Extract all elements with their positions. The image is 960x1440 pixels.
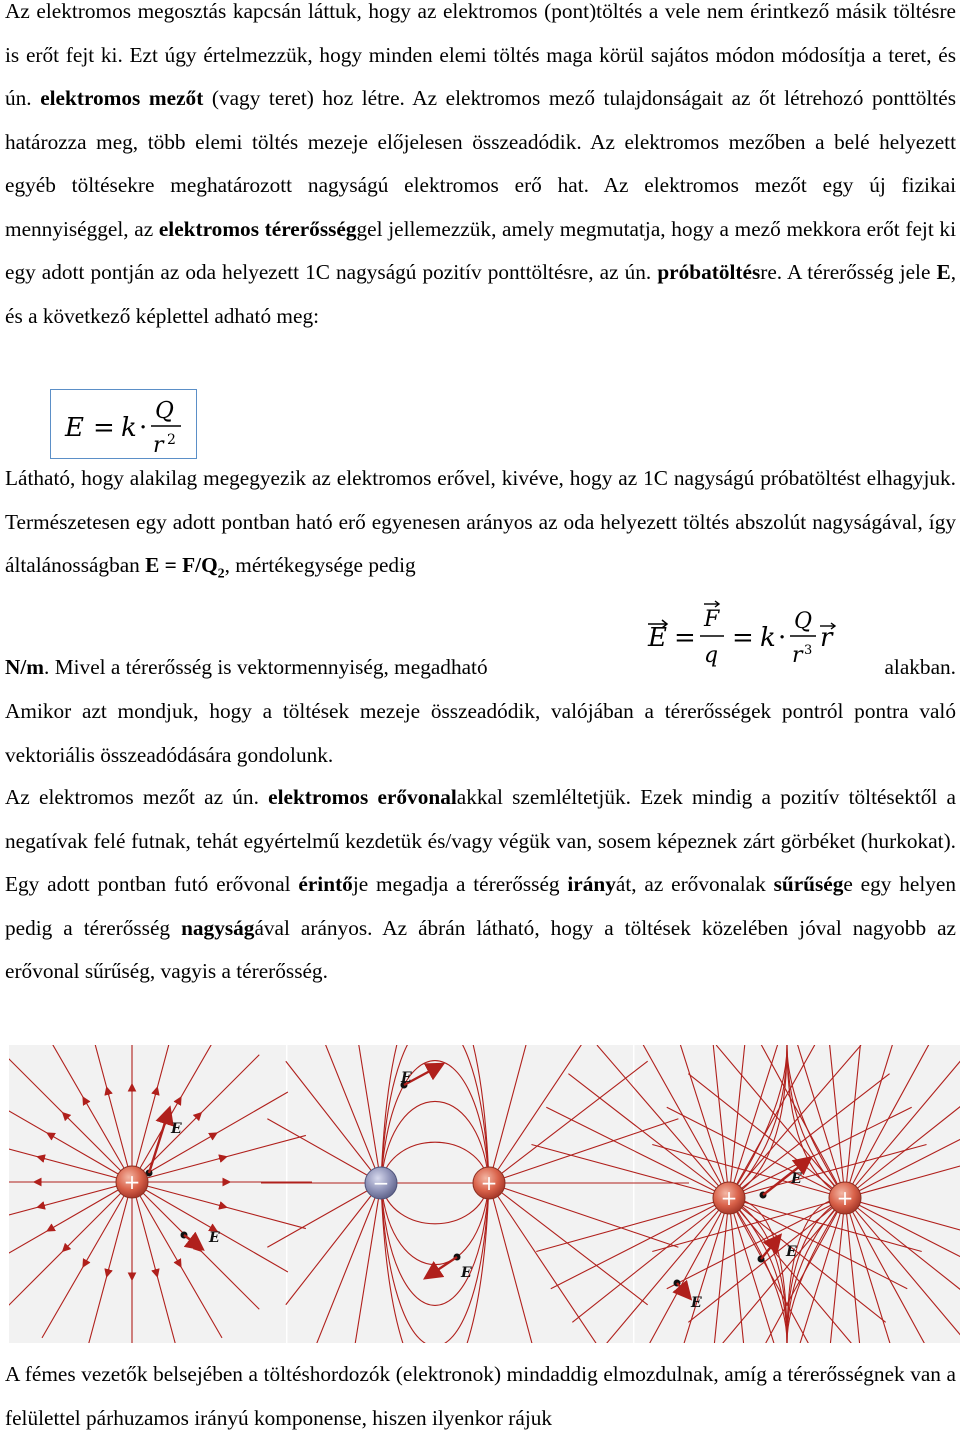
field-line: [845, 1198, 865, 1343]
formula-k: k: [121, 413, 137, 443]
e-vector-arrow: [761, 1237, 779, 1259]
formula-inline-e-f-q: $E = F/Q_2$: [145, 553, 225, 582]
field-line-arrow: [84, 1260, 88, 1266]
field-line: [489, 1183, 541, 1343]
field-line: [633, 1198, 729, 1343]
field-line: [670, 1198, 729, 1343]
field-line: [787, 1198, 845, 1343]
paragraph-field-strength-explanation: [5, 457, 956, 596]
term-erinto: érintő: [298, 872, 353, 896]
formula-q-numerator: Q: [155, 398, 174, 424]
field-line: [381, 1061, 489, 1183]
field-line: [489, 1119, 678, 1183]
field-line-arrow: [219, 1157, 226, 1159]
field-line: [132, 1182, 306, 1229]
field-line: [749, 1198, 845, 1343]
field-line-arrow: [155, 1088, 157, 1095]
field-line: [9, 1092, 132, 1182]
field-lines-illustration: [9, 1045, 960, 1343]
field-line: [536, 1198, 729, 1251]
field-line: [845, 1045, 960, 1198]
field-line: [787, 1198, 845, 1343]
field-line-arrow: [219, 1205, 226, 1207]
field-line: [489, 1045, 600, 1183]
field-line: [132, 1182, 179, 1343]
field-line: [267, 1119, 381, 1183]
formula-equals-1: =: [674, 623, 696, 653]
formula-e-vector: E: [648, 623, 667, 653]
field-line: [729, 1198, 749, 1343]
field-line: [845, 1198, 904, 1343]
formula-exponent-3: 3: [804, 643, 813, 658]
field-line-arrow: [177, 1260, 181, 1266]
field-line: [9, 1182, 132, 1309]
e-vector-label: E: [786, 1244, 797, 1260]
field-line: [286, 1183, 381, 1305]
field-line: [381, 1142, 489, 1183]
field-line-arrow: [63, 1246, 68, 1251]
unit-n-per-m: N/m: [5, 655, 45, 679]
symbol-e: E: [936, 260, 951, 284]
paragraph-conductors: [5, 1353, 956, 1440]
paragraph-field-lines: [5, 776, 956, 994]
field-line: [381, 1045, 489, 1183]
formula-field-strength: [50, 389, 197, 459]
field-line: [85, 1182, 132, 1343]
field-line: [787, 1198, 845, 1343]
e-vector-arrow: [184, 1235, 201, 1248]
field-line-arrow: [210, 1134, 216, 1138]
field-line-arrow: [196, 1113, 201, 1118]
field-line: [9, 1182, 132, 1229]
field-line-arrow: [107, 1269, 109, 1276]
term-elektromos-erovonal: elektromos erővonal: [268, 785, 457, 809]
field-line: [600, 1198, 729, 1343]
paragraph-superposition: [5, 690, 956, 777]
field-line: [381, 1183, 489, 1224]
field-line: [489, 1183, 600, 1343]
term-elektromos-mezo: elektromos mezőt: [40, 86, 204, 110]
term-nagysag: nagyság: [181, 915, 255, 940]
field-line: [489, 1061, 648, 1183]
field-line-arrow: [38, 1157, 45, 1159]
term-suruseg: sűrűség: [773, 872, 844, 896]
formula-q-upper: Q: [794, 609, 813, 634]
plus-sign: +: [836, 1186, 854, 1210]
term-irany: irány: [567, 872, 616, 896]
formula-e-symbol: E: [65, 413, 84, 443]
field-line: [551, 1198, 729, 1289]
field-line-arrow: [63, 1113, 68, 1118]
field-line: [729, 1198, 787, 1343]
term-elektromos-tererosseg: elektromos térerősség: [158, 216, 357, 241]
e-vector-label: E: [691, 1295, 702, 1311]
field-line: [729, 1198, 787, 1343]
word-alakban: alakban.: [884, 655, 956, 679]
term-probatoltes: próbatöltés: [657, 260, 761, 284]
field-line: [709, 1045, 729, 1198]
field-line: [729, 1045, 749, 1198]
field-line: [9, 1182, 132, 1272]
field-line: [9, 1135, 132, 1182]
formula-dot: ·: [139, 413, 148, 443]
e-vector-arrow: [427, 1257, 457, 1277]
field-line: [350, 1183, 381, 1343]
formula-exponent: 2: [167, 432, 176, 448]
field-line: [489, 1183, 648, 1305]
paragraph-text: Amikor azt mondjuk, hogy a töltések mezeje összeadódik, valójában a térerősségek pontról pontra való vektoriális összeadódására gondolunk.: [5, 699, 956, 767]
e-vector-label: E: [209, 1230, 220, 1246]
paragraph-text: Látható, hogy alakilag megegyezik az elektromos erővel, kivéve, hogy az 1C nagyságú próbatöltést elhagyjuk. Természetesen egy adott pontban ható erő egyenesen arányos az oda helyezett töltés abszolút nagyságával, így általánosságban $E = F/Q_2$, mértékegysége pedig: [5, 466, 956, 582]
field-lines-figure: [9, 1045, 960, 1343]
field-line: [132, 1182, 222, 1338]
panel-divider: [633, 1045, 635, 1343]
field-line-arrow: [48, 1134, 54, 1138]
field-line: [314, 1183, 381, 1343]
field-line: [286, 1061, 381, 1183]
field-line: [729, 1198, 787, 1343]
formula-k: k: [760, 623, 776, 653]
field-line: [709, 1198, 729, 1343]
plus-sign: +: [720, 1186, 738, 1210]
e-vector-label: E: [791, 1171, 802, 1187]
line-unit-and-vector-form: N/m. Mivel a térerősség is vektormennyiség, megadható alakban.: [5, 655, 956, 679]
e-vector-arrow: [149, 1110, 169, 1173]
field-line: [845, 1198, 960, 1343]
e-vector-label: E: [461, 1265, 472, 1281]
field-line: [381, 1045, 489, 1183]
field-line: [729, 1198, 825, 1343]
formula-f-vector: F: [704, 607, 720, 632]
formula-dot: ·: [778, 623, 787, 653]
e-vector-label: E: [401, 1070, 412, 1086]
field-line: [652, 1198, 845, 1251]
field-line: [381, 1183, 489, 1343]
paragraph-text: Az elektromos mezőt az ún. elektromos erővonalakkal szemléltetjük. Ezek mindig a pozitív töltésektől a negatívak felé futnak, tehát egyértelmű kezdetük és/vagy végük van, sosem képeznek zárt görbéket (hurkokat). Egy adott pontban futó erővonal érintője megadja a térerősség irányát, az erővonalak sűrűsége egy helyen pedig a térerősség nagyságával arányos. Az ábrán látható, hogy a töltések közelében jóval nagyobb az erővonal sűrűség, vagyis a térerősség.: [5, 785, 957, 983]
field-line: [652, 1145, 845, 1198]
formula-r-denominator: r: [153, 433, 164, 458]
field-line: [597, 1045, 729, 1198]
e-vector-label: E: [171, 1121, 182, 1137]
field-line: [572, 1198, 729, 1322]
field-line: [729, 1198, 787, 1343]
plus-sign: +: [480, 1171, 498, 1195]
field-line: [42, 1182, 132, 1338]
paragraph-electric-field-intro: [5, 0, 956, 338]
field-line: [787, 1198, 845, 1343]
field-line: [267, 1183, 381, 1247]
field-line: [825, 1198, 845, 1343]
field-line-arrow: [38, 1205, 45, 1207]
panel-divider: [286, 1045, 288, 1343]
field-line: [845, 1045, 865, 1198]
minus-sign: −: [372, 1171, 390, 1195]
field-line: [568, 1074, 729, 1198]
field-line-arrow: [84, 1098, 88, 1104]
paragraph-text: Az elektromos megosztás kapcsán láttuk, hogy az elektromos (pont)töltés a vele nem érintkező másik töltésre is erőt fejt ki. Ezt úgy értelmezzük, hogy minden elemi töltés maga körül sajátos módon módosítja a teret, és ún. elektromos mezőt (vagy teret) hoz létre. Az elektromos mező tulajdonságait az őt létrehozó ponttöltés határozza meg, több elemi töltés mezeje előjelesen összeadódik. Az elektromos mezőben a belé helyezett egyéb töltésekre meghatározott nagyságú elektromos erő hat. Az elektromos mezőt egy új fizikai mennyiséggel, az elektromos térerősséggel jellemezzük, amely megmutatja, hogy a mező mekkora erőt fejt ki egy adott pontján az oda helyezett 1C nagyságú pozitív ponttöltésre, az ún. próbatöltésre. A térerősség jele E, és a következő képlettel adható meg:: [5, 0, 957, 328]
field-line: [381, 1183, 489, 1343]
formula-equals-2: =: [732, 623, 754, 653]
field-line: [531, 1145, 729, 1198]
field-line: [314, 1045, 381, 1183]
field-line: [489, 1045, 541, 1183]
field-line-arrow: [107, 1088, 109, 1095]
formula-r-cubed: r: [792, 643, 803, 668]
formula-q-lower: q: [704, 643, 719, 668]
paragraph-text: A fémes vezetők belsejében a töltéshordozók (elektronok) mindaddig elmozdulnak, amíg a térerősségnek van a felülettel párhuzamos irányú komponense, hiszen ilyenkor rájuk: [5, 1362, 956, 1430]
field-line-arrow: [48, 1227, 54, 1231]
field-line: [381, 1183, 489, 1305]
field-line: [729, 1198, 922, 1251]
plus-sign: +: [123, 1170, 141, 1194]
field-line-arrow: [177, 1098, 181, 1104]
field-line: [546, 1107, 729, 1198]
field-line: [9, 1055, 132, 1182]
field-line: [845, 1198, 941, 1343]
formula-equals: =: [93, 413, 115, 443]
formula-r-vector: r: [820, 623, 833, 653]
field-line-arrow: [155, 1269, 157, 1276]
